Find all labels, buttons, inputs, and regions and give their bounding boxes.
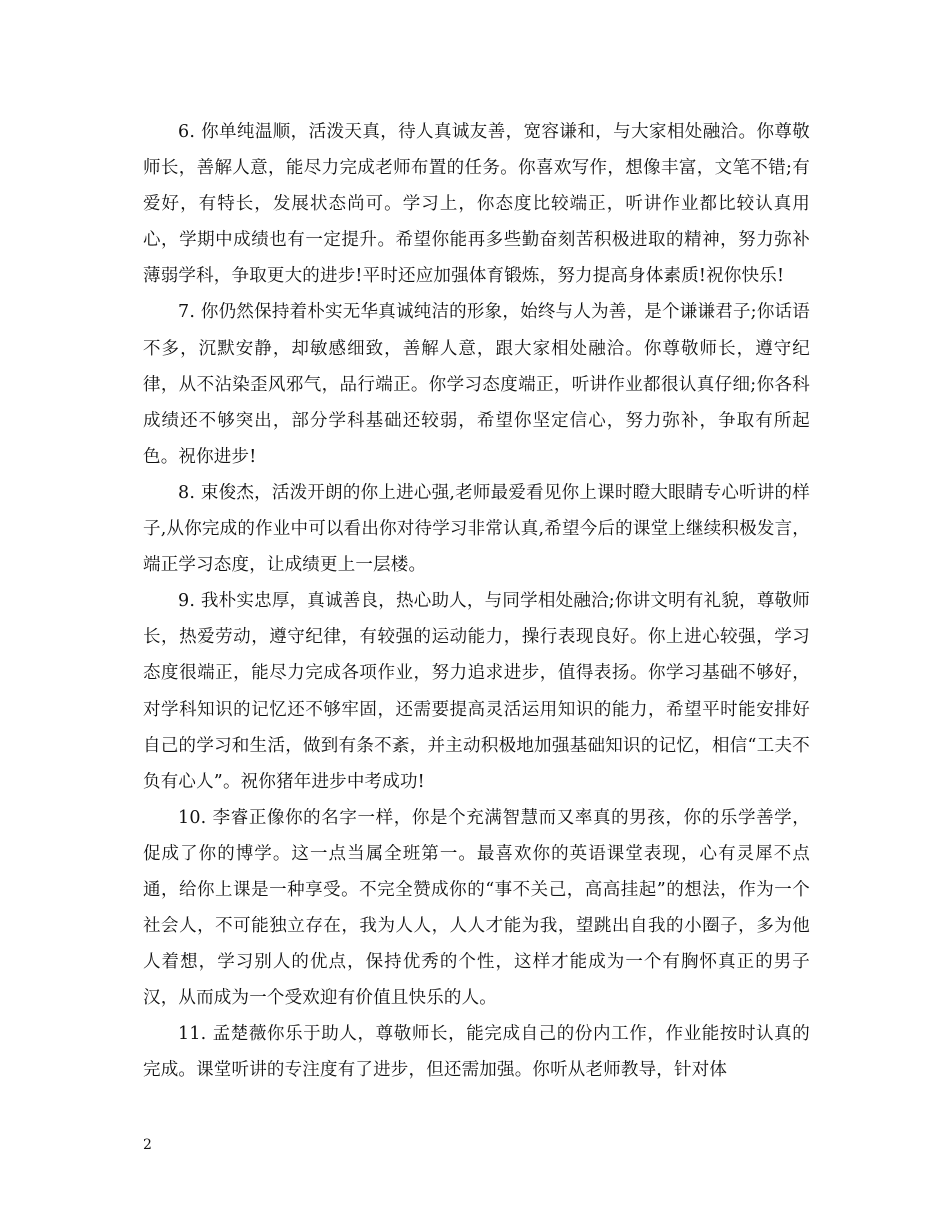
page-number: 2 [143, 1137, 152, 1153]
comment-paragraph-9: 9. 我朴实忠厚，真诚善良，热心助人，与同学相处融洽;你讲文明有礼貌，尊敬师长，热爱劳动，遵守纪律，有较强的运动能力，操行表现良好。你上进心较强，学习态度很端正，能尽力完成各项作业，努力追求进步，值得表扬。你学习基础不够好，对学科知识的记忆还不够牢固，还需要提高灵活运用知识的能力，希望平时能安排好自己的学习和生活，做到有条不紊，并主动积极地加强基础知识的记忆，相信“工夫不负有心人”。祝你猪年进步中考成功! [143, 591, 810, 792]
comment-paragraph-10: 10. 李睿正像你的名字一样，你是个充满智慧而又率真的男孩，你的乐学善学，促成了你的博学。这一点当属全班第一。最喜欢你的英语课堂表现，心有灵犀不点通，给你上课是一种享受。不完全赞成你的“事不关己，高高挂起”的想法，作为一个社会人，不可能独立存在，我为人人，人人才能为我，望跳出自我的小圈子，多为他人着想，学习别人的优点，保持优秀的个性，这样才能成为一个有胸怀真正的男子汉，从而成为一个受欢迎有价值且快乐的人。 [143, 807, 810, 1009]
comment-paragraph-8: 8. 束俊杰，活泼开朗的你上进心强,老师最爱看见你上课时瞪大眼睛专心听讲的样子,从你完成的作业中可以看出你对待学习非常认真,希望今后的课堂上继续积极发言，端正学习态度，让成绩更上一层楼。 [143, 482, 810, 576]
comment-paragraph-7: 7. 你仍然保持着朴实无华真诚纯洁的形象，始终与人为善，是个谦谦君子;你话语不多，沉默安静，却敏感细致，善解人意，跟大家相处融洽。你尊敬师长，遵守纪律，从不沾染歪风邪气，品行端正。你学习态度端正，听讲作业都很认真仔细;你各科成绩还不够突出，部分学科基础还较弱，希望你坚定信心，努力弥补，争取有所起色。祝你进步! [143, 302, 810, 467]
comment-paragraph-6: 6. 你单纯温顺，活泼天真，待人真诚友善，宽容谦和，与大家相处融洽。你尊敬师长，善解人意，能尽力完成老师布置的任务。你喜欢写作，想像丰富，文笔不错;有爱好，有特长，发展状态尚可。学习上，你态度比较端正，听讲作业都比较认真用心，学期中成绩也有一定提升。希望你能再多些勤奋刻苦积极进取的精神，努力弥补薄弱学科，争取更大的进步!平时还应加强体育锻炼，努力提高身体素质!祝你快乐! [143, 122, 810, 287]
comment-paragraph-11: 11. 孟楚薇你乐于助人，尊敬师长，能完成自己的份内工作，作业能按时认真的完成。课堂听讲的专注度有了进步，但还需加强。你听从老师教导，针对体 [143, 1024, 810, 1081]
document-body [143, 114, 810, 1089]
